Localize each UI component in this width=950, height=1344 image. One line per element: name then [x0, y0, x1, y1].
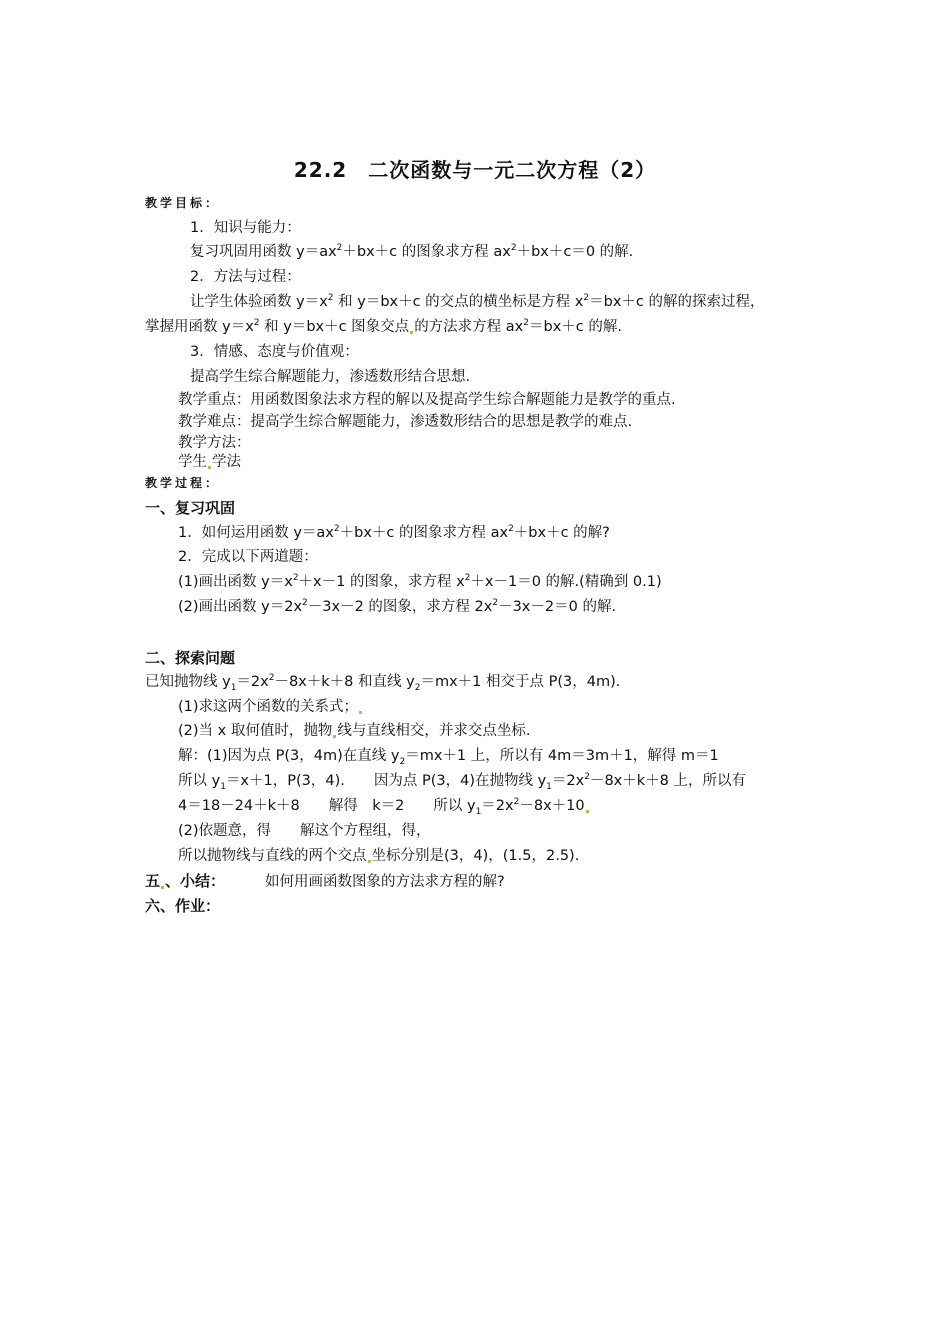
section-2-heading: 二、探索问题	[145, 649, 236, 667]
method-label: 教学方法：	[178, 435, 251, 451]
method-text: 学生 学法	[178, 454, 241, 470]
exercise-1: (1)画出函数 $y=x^2+x-1$ 的图象，求方程 $x^2+x-1=0$ 的解.(精确到 0.1)	[178, 573, 662, 590]
exercise-2: (2)画出函数 $y=2x^2-3x-2$ 的图象，求方程 $2x^2-3x-2=0$ 的解.	[178, 598, 617, 615]
homework-heading: 六、作业：	[145, 897, 221, 915]
solution-line-2: 所以 $y_1=x+1$，P(3，4). 因为点 P(3，4)在抛物线 $y_1=2x^2-8x+k+8$ 上，所以有	[178, 772, 746, 792]
annotation-mark	[586, 810, 589, 813]
goal-2-heading: 2．方法与过程：	[190, 269, 301, 285]
goal-1-heading: 1．知识与能力：	[190, 220, 301, 236]
annotation-mark	[333, 735, 336, 738]
problem-statement: 已知抛物线 $y_1=2x^2-8x+k+8$ 和直线 $y_2=mx+1$ 相交于点 P(3，4m).	[145, 673, 621, 693]
solution-line-5: 所以抛物线与直线的两个交点 坐标分别是(3，4)，(1.5，2.5).	[178, 848, 580, 864]
annotation-mark	[161, 886, 164, 889]
review-question-1: 1．如何运用函数 $y=ax^2+bx+c$ 的图象求方程 $ax^2+bx+c$ 的解?	[178, 524, 610, 541]
page-title: 22.2 二次函数与一元二次方程（2）	[293, 158, 657, 182]
review-question-2: 2．完成以下两道题：	[178, 549, 318, 565]
key-point: 教学重点：用函数图象法求方程的解以及提高学生综合解题能力是教学的重点.	[178, 392, 676, 408]
section-1-heading: 一、复习巩固	[145, 499, 236, 517]
goals-label: 教学目标：	[145, 196, 221, 210]
annotation-mark	[359, 711, 362, 714]
difficulty: 教学难点：提高学生综合解题能力，渗透数形结合的思想是教学的难点.	[178, 414, 633, 430]
problem-question-2: (2)当 x 取何值时，抛物 线与直线相交，并求交点坐标.	[178, 723, 531, 739]
solution-line-1: 解：(1)因为点 P(3，4m)在直线 $y_2=mx+1$ 上，所以有 4m＝3m＋1，解得 m＝1	[178, 748, 719, 767]
solution-line-3: 4＝18－24＋k＋8 解得 k＝2 所以 $y_1=2x^2-8x+10$	[178, 797, 590, 815]
summary: 五 、小结： 如何用画函数图象的方法求方程的解?	[145, 872, 505, 890]
process-label: 教学过程：	[145, 476, 221, 490]
goal-3-text: 提高学生综合解题能力，渗透数形结合思想.	[190, 369, 471, 385]
annotation-mark	[410, 331, 413, 334]
goal-2-text-line2: 掌握用函数 $y=x^2$ 和 y＝bx＋c 图象交点 的方法求方程 $ax^2=bx+c$ 的解.	[145, 318, 622, 335]
solution-line-4: (2)依题意，得 解这个方程组，得，	[178, 823, 431, 839]
problem-question-1: (1)求这两个函数的关系式；	[178, 698, 363, 716]
goal-2-text-line1: 让学生体验函数 $y=x^2$ 和 y＝bx＋c 的交点的横坐标是方程 $x^2=bx+c$ 的解的探索过程，	[190, 293, 765, 310]
goal-1-text: 复习巩固用函数 $y=ax^2+bx+c$ 的图象求方程 $ax^2+bx+c=0$ 的解.	[190, 243, 634, 260]
goal-3-heading: 3．情感、态度与价值观：	[190, 344, 359, 360]
annotation-mark	[208, 466, 211, 469]
annotation-mark	[368, 860, 371, 863]
